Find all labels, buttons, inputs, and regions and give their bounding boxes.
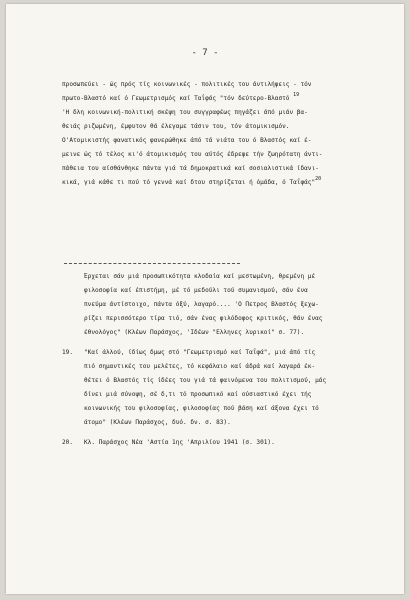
footnote-line: ρίζει περισσότερο τίρα τιό, σάν ένας φιλόδοφος κριτικός, θάν ένας xyxy=(84,315,323,322)
footnote-line: κοινωνικής του φιλοσοφίας, φιλοσοφίας πού βάση καί άξονα έχει τό xyxy=(84,405,319,412)
footnote-line: δίνει μιά σύνοψη, σέ δ,τι τό προσωπικό καί ούσιαστικό έχει τής xyxy=(84,391,312,398)
main-text xyxy=(62,78,380,190)
footnote-number: 20. xyxy=(62,439,74,446)
footnote-line: άτομο" (Κλέων Παράσχος, δυό. δν. σ. 83). xyxy=(84,419,231,426)
footnote-ref: 20 xyxy=(315,176,322,182)
page-number: - 7 - xyxy=(191,48,219,58)
text-line: θειάς ριζωμένη, έμφυτον θά έλεγαμε τάσιν του, τόν άτομικισμόν. xyxy=(62,123,290,130)
footnote-19 xyxy=(62,346,380,430)
footnotes xyxy=(62,270,380,450)
footnote-line: Έρχεται σάν μιά προσωπικότητα κλοδαία καί μεστωμένη, θρεμένη μέ xyxy=(84,273,316,280)
text-line: πάθεια του αίσθάνθηκε πάντα γιά τά δημοκρατικά καί σοσιαλιστικά ίδανι- xyxy=(62,165,319,172)
text-line: Ο'Ατομικιστής φανατικός φανερώθηκε άπό τά νιάτα του ό Βλαστός καί έ- xyxy=(62,137,312,144)
footnote-line: φιλοσοφία καί έπιστήμη, μέ τό μεδούλι τού συμανισμού, σάν ένα xyxy=(84,287,308,294)
footnote-line: πνεύμα άντίστοιχο, πάντα όξύ, λαγαρό.... 'Ο Πετρος Βλαστός ξεχω- xyxy=(84,301,319,308)
text-line: 'Η δλη κοινωνική-πολιτική σκέψη του συγγραφέως πηγάζει άπό μιάν βα- xyxy=(62,109,308,116)
footnote-divider xyxy=(64,263,240,264)
footnote-line: πιό σημαντικές του μελέτες, τό κεφάλαιο καί άδρά καί λαγαρά έκ- xyxy=(84,363,316,370)
text-line: πρωτο-Βλαστό καί ό Γεωμετρισμός καί Ταΐφάς "τόν δεύτερο-Βλαστό $^{19}$ xyxy=(62,92,300,102)
footnote-continuation xyxy=(62,270,380,340)
text-line: κικά, γιά κάθε τι πού τό γεννά καί δτου στηρίζεται ή όμάδα, ό Ταΐφάς"$^{20}$ xyxy=(62,176,322,186)
footnote-20 xyxy=(62,436,380,450)
text-line: μεινε ώς τό τέλος κι'ό άτομικισμός του αύτός έδρεψε τήν ζωηρότατη άντι- xyxy=(62,151,323,158)
footnote-number: 19. xyxy=(62,349,74,356)
footnote-line: "Καί άλλού, ίδίως δμως στό "Γεωμετρισμό καί Ταΐφά", μιά άπό τίς xyxy=(84,349,316,356)
footnote-line: θέτει ό Βλαστός τίς ίδέες του γιά τά φαινόμενα του πολιτισμού, μάς xyxy=(84,377,327,384)
footnote-line: έθνολόγος" (Κλέων Παράσχος, 'Ιδέων "Ελληνες λυρικοί" σ. 77). xyxy=(84,329,305,336)
footnote-line: Κλ. Παράσχος Νέα 'Αστία 1ης 'Απριλίου 1941 (σ. 301). xyxy=(84,439,275,446)
footnote-ref: 19 xyxy=(293,92,300,98)
document-page xyxy=(6,4,404,594)
text-line: προσωπεύει - ώς πρός τίς κοινωνικές - πολιτικές του άντιλήψεις - τόν xyxy=(62,81,312,88)
